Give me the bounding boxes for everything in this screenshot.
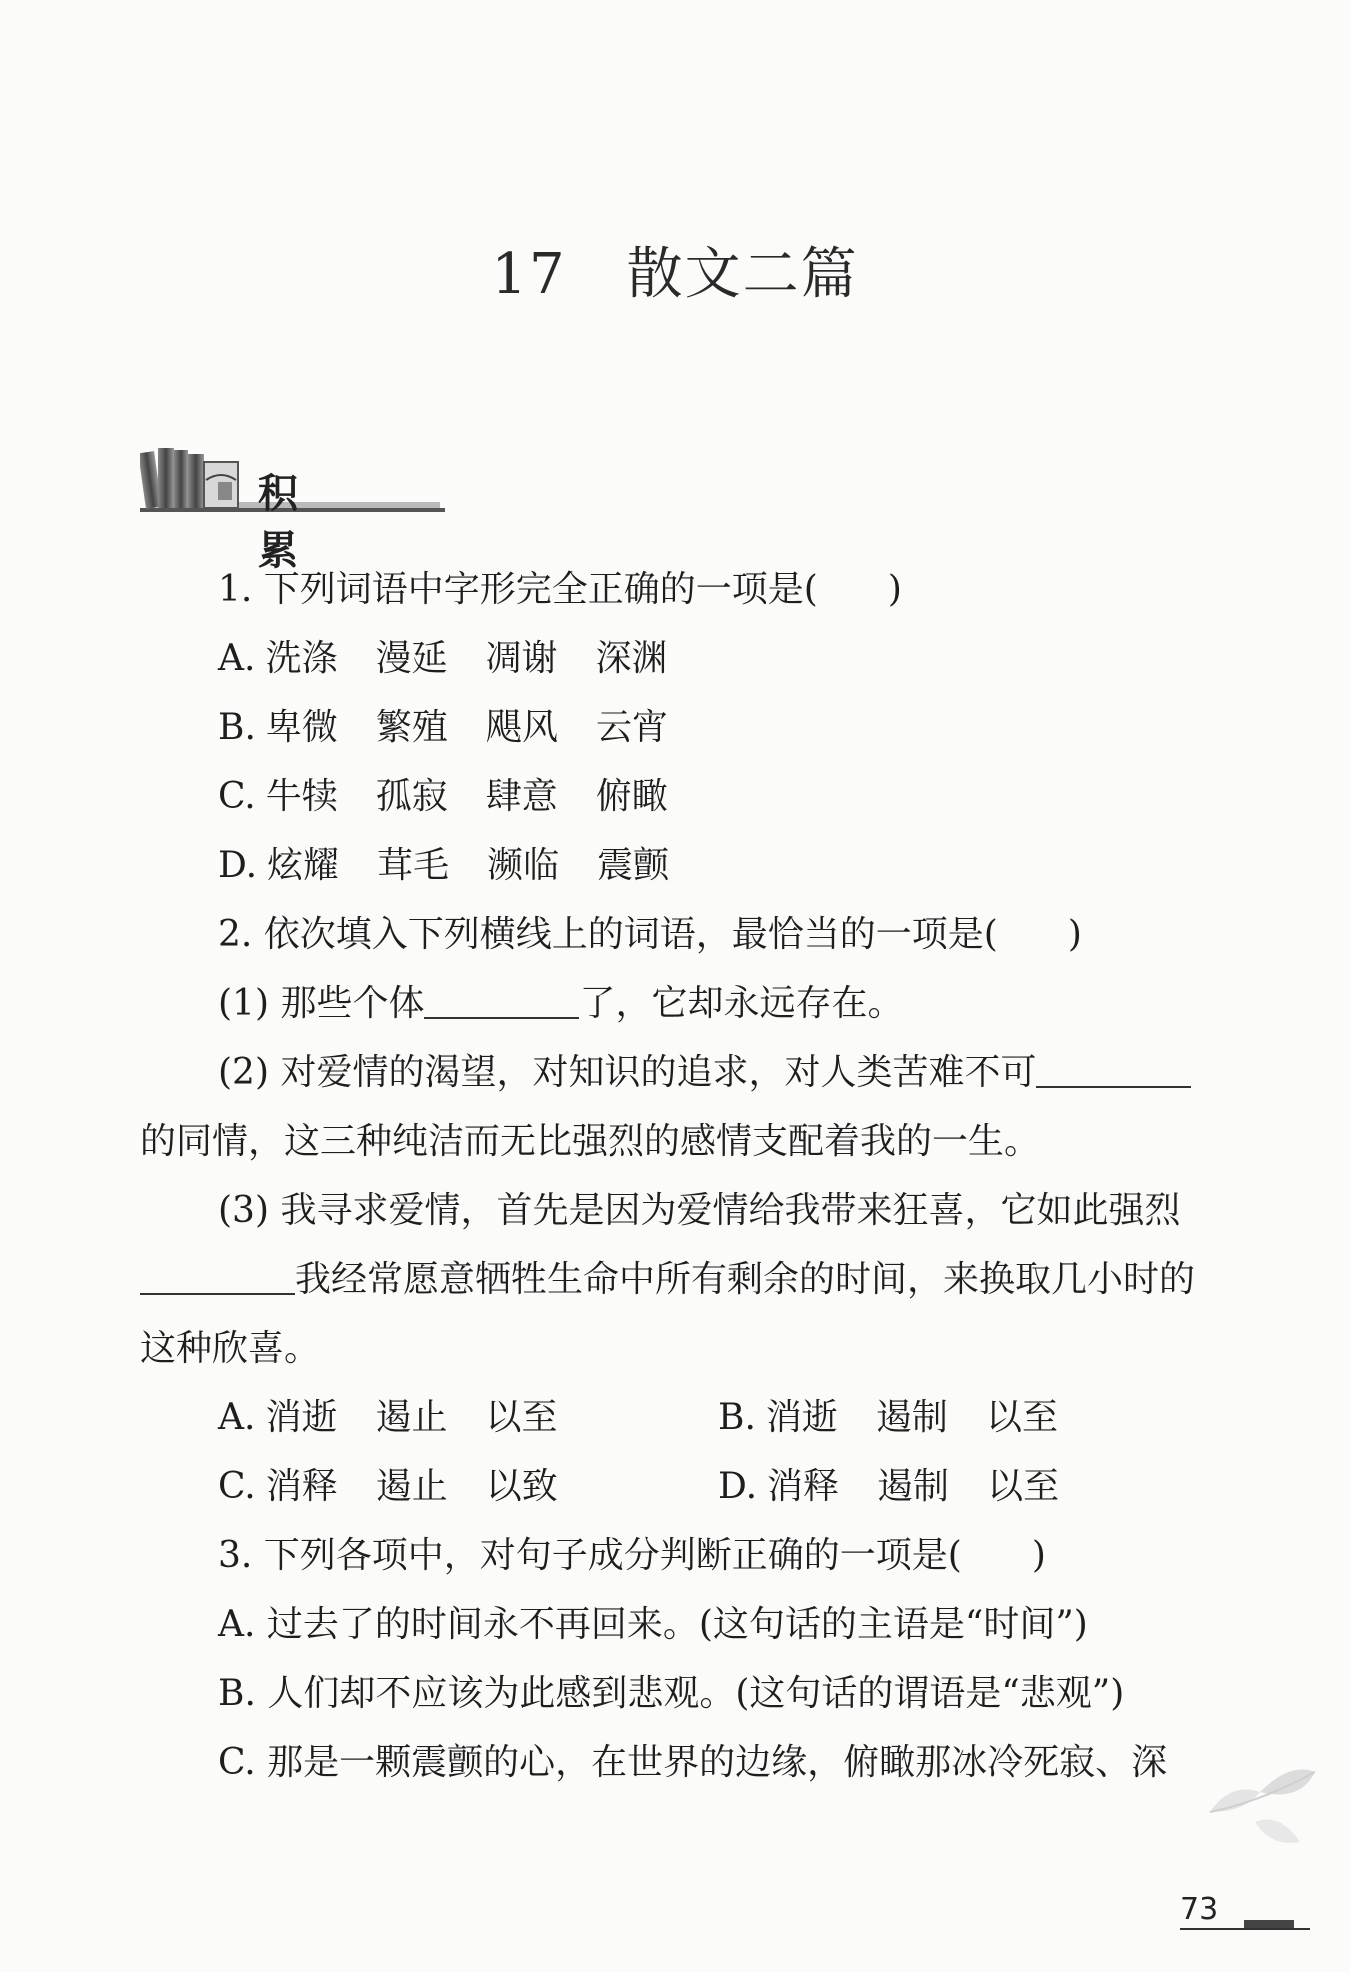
q2-sentence-3: (3) 我寻求爱情，首先是因为爱情给我带来狂喜，它如此强烈	[218, 1190, 1181, 1231]
q1-option-a: A. 洗涤 漫延 凋谢 深渊	[218, 638, 668, 679]
q2-option-a: A. 消逝 遏止 以至	[218, 1397, 558, 1438]
q1-option-c: C. 牛犊 孤寂 肆意 俯瞰	[218, 776, 668, 817]
leaf-decoration-icon	[1200, 1752, 1320, 1862]
fill-blank	[1036, 1052, 1191, 1088]
q2-sentence-3-end: 这种欣喜。	[140, 1328, 321, 1369]
q3-stem: 3. 下列各项中，对句子成分判断正确的一项是( )	[218, 1535, 1046, 1576]
section-header	[140, 440, 450, 574]
q3-option-b: B. 人们却不应该为此感到悲观。(这句话的谓语是“悲观”)	[218, 1673, 1125, 1714]
page-number-block	[1244, 1920, 1294, 1928]
section-label: 积 累	[258, 471, 332, 574]
fill-blank	[140, 1259, 295, 1295]
q2-sentence-3-cont: 我经常愿意牺牲生命中所有剩余的时间，来换取几小时的	[140, 1245, 1225, 1314]
q2-options-row-2	[140, 1452, 1225, 1521]
q2-sentence-2: (2) 对爱情的渴望，对知识的追求，对人类苦难不可	[140, 1038, 1225, 1107]
lesson-number: 17	[491, 242, 567, 307]
q1-option-d: D. 炫耀 茸毛 濒临 震颤	[218, 845, 670, 886]
questions	[140, 555, 1225, 1797]
q1-stem: 1. 下列词语中字形完全正确的一项是( )	[218, 569, 902, 610]
lesson-name: 散文二篇	[626, 242, 859, 307]
q3-option-c: C. 那是一颗震颤的心，在世界的边缘，俯瞰那冰冷死寂、深	[218, 1742, 1168, 1783]
fill-blank	[424, 983, 579, 1019]
q2-option-b: B. 消逝 遏制 以至	[718, 1397, 1058, 1438]
q2-option-d: D. 消释 遏制 以至	[718, 1466, 1060, 1507]
q1-option-b: B. 卑微 繁殖 飓风 云宵	[218, 707, 668, 748]
q2-options-row-1	[140, 1383, 1225, 1452]
page-number-rule	[1180, 1928, 1310, 1930]
q2-stem: 2. 依次填入下列横线上的词语，最恰当的一项是( )	[218, 914, 1082, 955]
lesson-title	[0, 230, 1350, 310]
q3-option-a: A. 过去了的时间永不再回来。(这句话的主语是“时间”)	[218, 1604, 1088, 1645]
q2-option-c: C. 消释 遏止 以致	[218, 1466, 558, 1507]
page-footer	[1180, 1892, 1310, 1932]
q2-sentence-2-cont: 的同情，这三种纯洁而无比强烈的感情支配着我的一生。	[140, 1121, 1041, 1162]
q2-sentence-1: (1) 那些个体 了，它却永远存在。	[218, 983, 904, 1024]
page-number: 73	[1180, 1892, 1219, 1927]
